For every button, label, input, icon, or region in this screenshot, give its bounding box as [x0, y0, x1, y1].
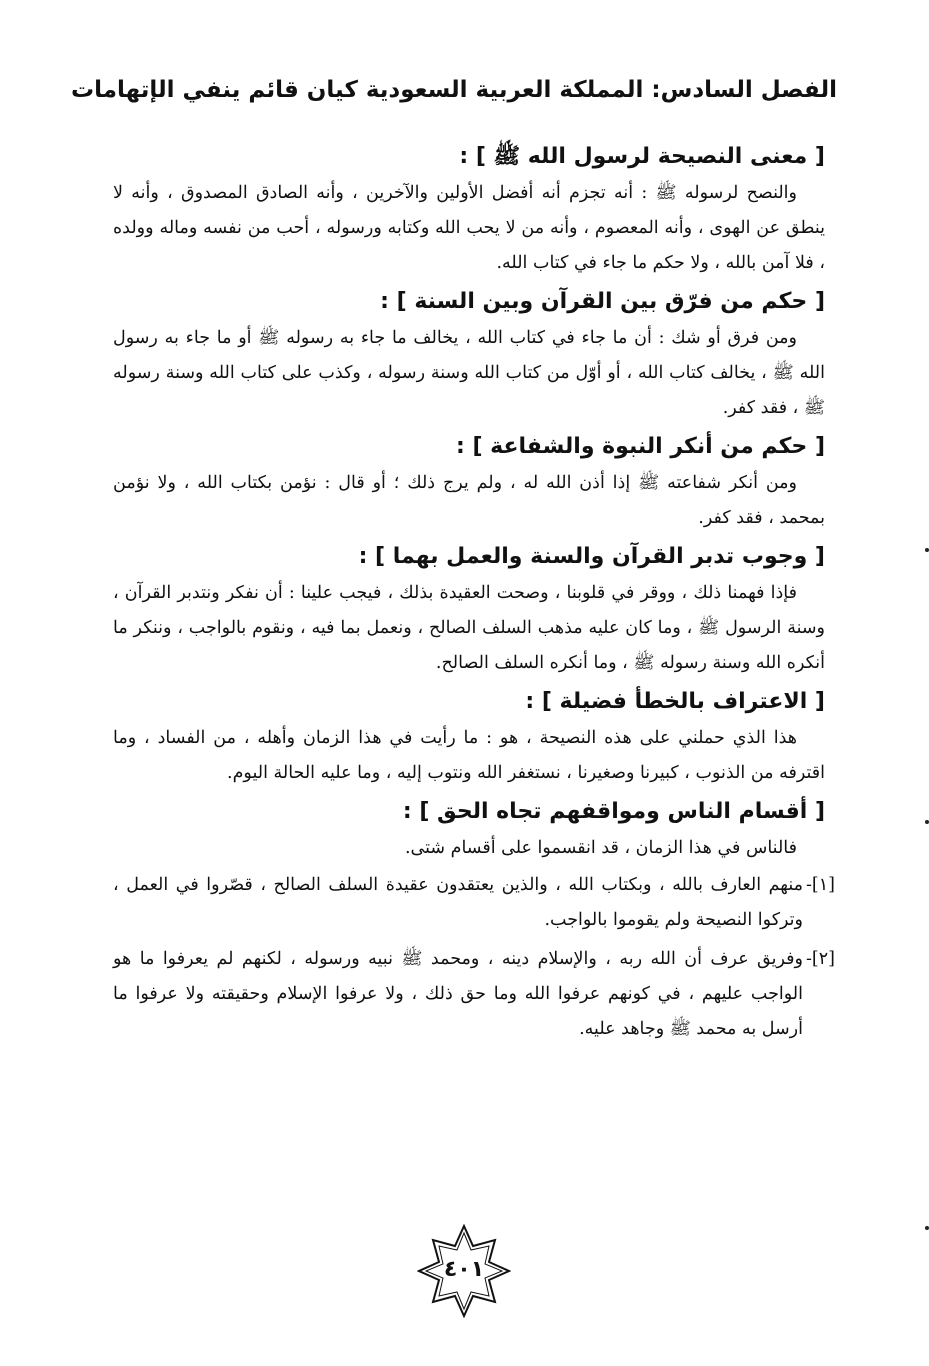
section-heading: [ معنى النصيحة لرسول الله ﷺ ] : — [459, 144, 825, 169]
scan-edge-mark — [925, 820, 929, 824]
list-item-text: منهم العارف بالله ، وبكتاب الله ، والذين يعتقدون عقيدة السلف الصالح ، قصّروا في العمل ، وتركوا النصيحة ولم يقوموا بالواجب. — [113, 875, 803, 930]
scan-edge-mark — [925, 548, 929, 552]
section-heading: [ الاعتراف بالخطأ فضيلة ] : — [525, 689, 825, 714]
paragraph: ومن فرق أو شك : أن ما جاء في كتاب الله ، يخالف ما جاء به رسوله ﷺ أو ما جاء به رسول الله ﷺ ، يخالف كتاب الله ، أو أوّل من كتاب الله وسنة رسوله ، وكذب على كتاب الله وسنة رسوله ﷺ ، فقد كفر. — [113, 328, 825, 418]
section-heading: [ أقسام الناس ومواقفهم تجاه الحق ] : — [402, 799, 825, 824]
section-heading: [ حكم من أنكر النبوة والشفاعة ] : — [456, 434, 825, 459]
page-number-badge — [417, 1224, 511, 1318]
paragraph: هذا الذي حملني على هذه النصيحة ، هو : ما رأيت في هذا الزمان وأهله ، من الفساد ، وما اقترفه من الذنوب ، كبيرنا وصغيرنا ، نستغفر الله ونتوب إليه ، وما عليه الحالة اليوم. — [113, 728, 825, 783]
list-item-text: وفريق عرف أن الله ربه ، والإسلام دينه ، ومحمد ﷺ نبيه ورسوله ، لكنهم لم يعرفوا ما هو الواجب عليهم ، في كونهم عرفوا الله وما حق ذلك ، ولا عرفوا الإسلام وحقيقته ولا عرفوا ما أرسل به محمد ﷺ وجاهد عليه. — [113, 949, 803, 1039]
paragraph: فإذا فهمنا ذلك ، ووقر في قلوبنا ، وصحت العقيدة بذلك ، فيجب علينا : أن نفكر ونتدبر القرآن ، وسنة الرسول ﷺ ، وما كان عليه مذهب السلف الصالح ، ونعمل بما فيه ، ونقوم بالواجب ، وننكر ما أنكره الله وسنة رسوله ﷺ ، وما أنكره السلف الصالح. — [113, 583, 825, 673]
paragraph: والنصح لرسوله ﷺ : أنه تجزم أنه أفضل الأولين والآخرين ، وأنه الصادق المصدوق ، وأنه لا ينطق عن الهوى ، وأنه المعصوم ، وأنه من لا يحب الله وكتابه ورسوله ، أحب من نفسه وماله وولده ، فلا آمن بالله ، ولا حكم ما جاء في كتاب الله. — [113, 183, 825, 273]
list-item-number: [١]- — [806, 875, 835, 895]
section-heading: [ وجوب تدبر القرآن والسنة والعمل بهما ] : — [358, 544, 825, 569]
header-title: الفصل السادس: المملكة العربية السعودية كيان قائم ينفي الإتهامات — [70, 77, 837, 103]
list-item-number: [٢]- — [806, 949, 835, 969]
paragraph: ومن أنكر شفاعته ﷺ إذا أذن الله له ، ولم يرج ذلك ؛ أو قال : نؤمن بكتاب الله ، ولا نؤمن بمحمد ، فقد كفر. — [113, 473, 825, 528]
paragraph: فالناس في هذا الزمان ، قد انقسموا على أقسام شتى. — [404, 838, 797, 858]
numbered-list-item — [113, 868, 835, 938]
scan-edge-mark — [925, 1226, 929, 1230]
running-header — [70, 70, 837, 110]
page-number: ٤٠١ — [443, 1257, 485, 1282]
numbered-list-item — [113, 942, 835, 1047]
page-body — [113, 138, 835, 1051]
section-heading: [ حكم من فرّق بين القرآن وبين السنة ] : — [380, 289, 825, 314]
